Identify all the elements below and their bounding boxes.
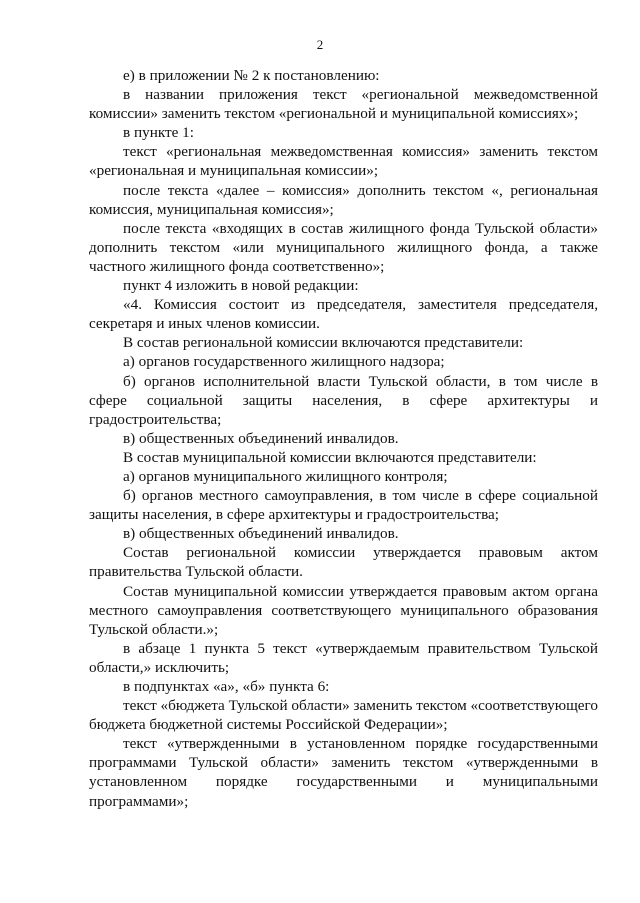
document-body [89,66,598,811]
paragraph: Состав муниципальной комиссии утверждается правовым актом органа местного самоуправления соответствующего муниципального образования Тульской области.»; [89,582,598,638]
paragraph: текст «региональная межведомственная комиссия» заменить текстом «региональная и муниципальная комиссии»; [89,143,598,180]
paragraph: после текста «входящих в состав жилищного фонда Тульской области» дополнить текстом «или муниципального жилищного фонда, а также частного жилищного фонда соответственно»; [89,219,598,275]
paragraph: В состав региональной комиссии включаются представители: [123,334,524,352]
paragraph: а) органов государственного жилищного надзора; [123,353,445,371]
paragraph: б) органов исполнительной власти Тульской области, в том числе в сфере социальной защиты населения, в сфере архитектуры и градостроительства; [89,372,598,428]
paragraph: пункт 4 изложить в новой редакции: [123,277,359,295]
paragraph: Состав региональной комиссии утверждается правовым актом правительства Тульской области. [89,544,598,581]
page-number: 2 [316,37,324,52]
paragraph: в абзаце 1 пункта 5 текст «утверждаемым правительством Тульской области,» исключить; [89,639,598,676]
paragraph: в названии приложения текст «региональной межведомственной комиссии» заменить текстом «региональной и муниципальной комиссиях»; [89,86,598,123]
paragraph: б) органов местного самоуправления, в том числе в сфере социальной защиты населения, в сфере архитектуры и градостроительства; [89,487,598,524]
paragraph: в) общественных объединений инвалидов. [123,525,399,543]
paragraph: текст «утвержденными в установленном порядке государственными программами Тульской области» заменить текстом «утвержденными в установленном порядке государственными и муниципальными программами»; [89,735,598,810]
paragraph: в) общественных объединений инвалидов. [123,429,399,447]
paragraph: после текста «далее – комиссия» дополнить текстом «, региональная комиссия, муниципальная комиссия»; [89,181,598,218]
paragraph: текст «бюджета Тульской области» заменить текстом «соответствующего бюджета бюджетной системы Российской Федерации»; [89,697,598,734]
paragraph: а) органов муниципального жилищного контроля; [123,467,448,485]
paragraph: е) в приложении № 2 к постановлению: [123,67,380,84]
paragraph: В состав муниципальной комиссии включаются представители: [123,448,537,466]
paragraph: в пункте 1: [123,124,194,142]
paragraph: «4. Комиссия состоит из председателя, заместителя председателя, секретаря и иных членов комиссии. [89,296,598,333]
paragraph: в подпунктах «а», «б» пункта 6: [123,678,330,695]
